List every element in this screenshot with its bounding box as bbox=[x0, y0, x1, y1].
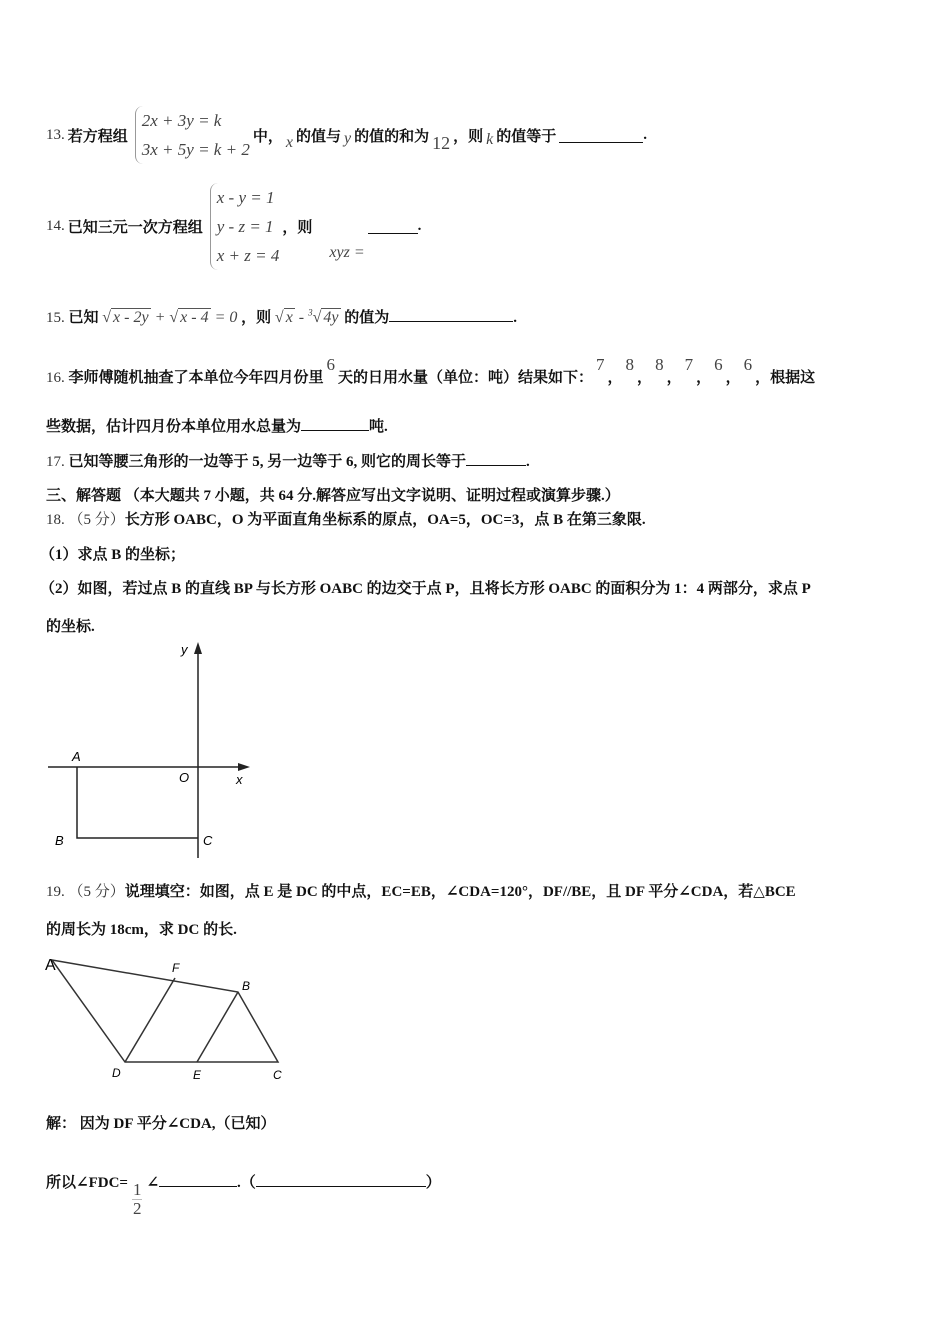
value-6: 6 bbox=[743, 355, 753, 374]
label-d: D bbox=[112, 1066, 121, 1080]
fraction-numerator: 1 bbox=[132, 1180, 142, 1199]
operator: - bbox=[298, 309, 305, 326]
comma: ， bbox=[666, 370, 682, 386]
comma: ， bbox=[637, 370, 653, 386]
value-2: 8 bbox=[625, 355, 635, 374]
label-a: A bbox=[72, 749, 81, 764]
question-number: 14. bbox=[46, 218, 65, 234]
question-14 bbox=[46, 183, 424, 270]
comma: ， bbox=[696, 370, 712, 386]
q17-text: 已知等腰三角形的一边等于 5, 另一边等于 6, 则它的周长等于 bbox=[68, 454, 467, 470]
label-f: F bbox=[172, 961, 180, 975]
q19-solution-line-1: 解： 因为 DF 平分∠CDA,（已知） bbox=[46, 1116, 276, 1132]
score: （5 分） bbox=[68, 884, 125, 900]
segment-df bbox=[125, 978, 175, 1062]
q13-text: 的值等于 bbox=[496, 128, 557, 145]
answer-blank[interactable] bbox=[368, 219, 418, 234]
q19-text: 说理填空：如图，点 E 是 DC 的中点，EC=EB，∠CDA=120°，DF//BE，且 DF 平分∠CDA，若△BCE bbox=[124, 884, 796, 900]
answer-blank[interactable] bbox=[389, 307, 513, 322]
value-4: 7 bbox=[684, 355, 694, 374]
sum-value: 12 bbox=[432, 132, 451, 153]
question-number: 17. bbox=[46, 454, 65, 470]
q14-text: 已知三元一次方程组 bbox=[67, 220, 203, 236]
question-15 bbox=[46, 306, 517, 327]
question-18 bbox=[46, 508, 646, 529]
q13-equation-1: 2x + 3y = k bbox=[141, 111, 222, 130]
label-x: x bbox=[236, 772, 243, 787]
q14-text: ，则 bbox=[282, 220, 313, 236]
value-5: 6 bbox=[714, 355, 723, 374]
x-axis-arrow bbox=[238, 763, 250, 771]
q16-text: ，根据这 bbox=[755, 370, 816, 386]
period: . bbox=[643, 126, 647, 143]
question-19 bbox=[46, 880, 796, 901]
quadrilateral-abcd bbox=[52, 960, 278, 1062]
label-c: C bbox=[203, 833, 213, 848]
section-heading: 三、解答题 （本大题共 7 小题，共 64 分.解答应写出文字说明、证明过程或演算步骤.） bbox=[46, 488, 620, 504]
question-number: 16. bbox=[46, 370, 65, 386]
q16-text: 些数据，估计四月份本单位用水总量为 bbox=[46, 419, 302, 435]
radicand: x - 2y bbox=[113, 309, 149, 326]
q18-coordinate-figure bbox=[45, 640, 260, 862]
var-k: k bbox=[486, 131, 494, 148]
q19-text: ） bbox=[425, 1175, 441, 1191]
q13-text: 的值与 bbox=[295, 128, 341, 145]
q19-geometry-figure bbox=[45, 950, 295, 1085]
q13-text: 中， bbox=[252, 128, 283, 145]
q19-text: 所以∠FDC= bbox=[46, 1175, 128, 1191]
value-3: 8 bbox=[655, 355, 664, 374]
q16-text: 吨. bbox=[369, 419, 388, 435]
answer-blank[interactable] bbox=[301, 416, 369, 431]
period: . bbox=[526, 454, 530, 470]
q13-text: 若方程组 bbox=[67, 128, 128, 145]
q14-expression: xyz = bbox=[329, 243, 365, 261]
equals: = 0 bbox=[214, 309, 238, 326]
q18-part-2-cont: 的坐标. bbox=[46, 619, 95, 635]
question-number: 19. bbox=[46, 884, 65, 900]
q15-text: ，则 bbox=[241, 310, 272, 326]
period: . bbox=[513, 310, 518, 326]
label-c: C bbox=[273, 1068, 282, 1082]
question-13 bbox=[46, 106, 650, 164]
label-a: A bbox=[45, 957, 56, 974]
q13-text: ，则 bbox=[453, 128, 484, 145]
reason-blank[interactable] bbox=[256, 1172, 426, 1187]
sqrt-expression: √ x - 2y + √ x - 4 = 0 bbox=[102, 309, 238, 326]
segment-eb bbox=[197, 992, 238, 1062]
question-19-cont: 的周长为 18cm，求 DC 的长. bbox=[46, 922, 237, 938]
fraction-denominator: 2 bbox=[132, 1199, 142, 1218]
q14-equation-3: x + z = 4 bbox=[216, 246, 280, 265]
value-1: 7 bbox=[596, 355, 605, 374]
answer-blank[interactable] bbox=[559, 128, 643, 143]
answer-blank[interactable] bbox=[159, 1172, 237, 1187]
q15-text: 已知 bbox=[68, 310, 99, 326]
q18-text: 长方形 OABC，O 为平面直角坐标系的原点，OA=5，OC=3，点 B 在第三象限. bbox=[124, 512, 646, 528]
comma: ， bbox=[607, 370, 623, 386]
q19-solution-line-2 bbox=[46, 1171, 441, 1218]
q14-equation-system bbox=[210, 183, 280, 270]
q16-text: 李师傅随机抽查了本单位今年四月份里 bbox=[68, 370, 324, 386]
question-16-cont bbox=[46, 415, 388, 436]
q13-equation-system bbox=[135, 106, 250, 164]
radicand: x bbox=[285, 309, 293, 326]
question-number: 15. bbox=[46, 310, 65, 326]
question-17 bbox=[46, 450, 530, 471]
root-index: 3 bbox=[308, 307, 313, 318]
y-axis-arrow bbox=[194, 642, 202, 654]
radicand: x - 4 bbox=[180, 309, 209, 326]
angle-symbol: ∠ bbox=[146, 1175, 160, 1191]
q14-equation-1: x - y = 1 bbox=[216, 188, 275, 207]
answer-blank[interactable] bbox=[466, 451, 526, 466]
q18-part-2: （2）如图，若过点 B 的直线 BP 与长方形 OABC 的边交于点 P，且将长方形 OABC 的面积分为 1：4 两部分，求点 P bbox=[40, 581, 811, 597]
q16-text: 天的日用水量（单位：吨）结果如下： bbox=[338, 370, 594, 386]
q18-part-1: （1）求点 B 的坐标； bbox=[40, 547, 186, 563]
period: . bbox=[417, 218, 422, 234]
label-y: y bbox=[181, 642, 188, 657]
comma: ， bbox=[725, 370, 741, 386]
label-o: O bbox=[179, 770, 190, 785]
q15-text: 的值为 bbox=[344, 310, 390, 326]
var-x: x bbox=[285, 134, 293, 151]
var-y: y bbox=[343, 130, 352, 147]
radicand: 4y bbox=[323, 309, 339, 326]
days-value: 6 bbox=[326, 355, 336, 374]
q13-text: 的值的和为 bbox=[354, 128, 430, 145]
question-16 bbox=[46, 355, 816, 387]
question-number: 18. bbox=[46, 512, 65, 528]
label-b: B bbox=[242, 979, 251, 993]
operator: + bbox=[154, 309, 166, 326]
label-b: B bbox=[55, 833, 64, 848]
question-number: 13. bbox=[46, 126, 65, 143]
q13-equation-2: 3x + 5y = k + 2 bbox=[141, 140, 250, 159]
score: （5 分） bbox=[68, 512, 125, 528]
q14-equation-2: y - z = 1 bbox=[216, 217, 274, 236]
root-expression: √ x - $^3$√ 4y bbox=[274, 307, 339, 326]
q19-text: .（ bbox=[237, 1175, 256, 1191]
label-e: E bbox=[193, 1068, 202, 1082]
fraction-one-half bbox=[132, 1181, 143, 1218]
